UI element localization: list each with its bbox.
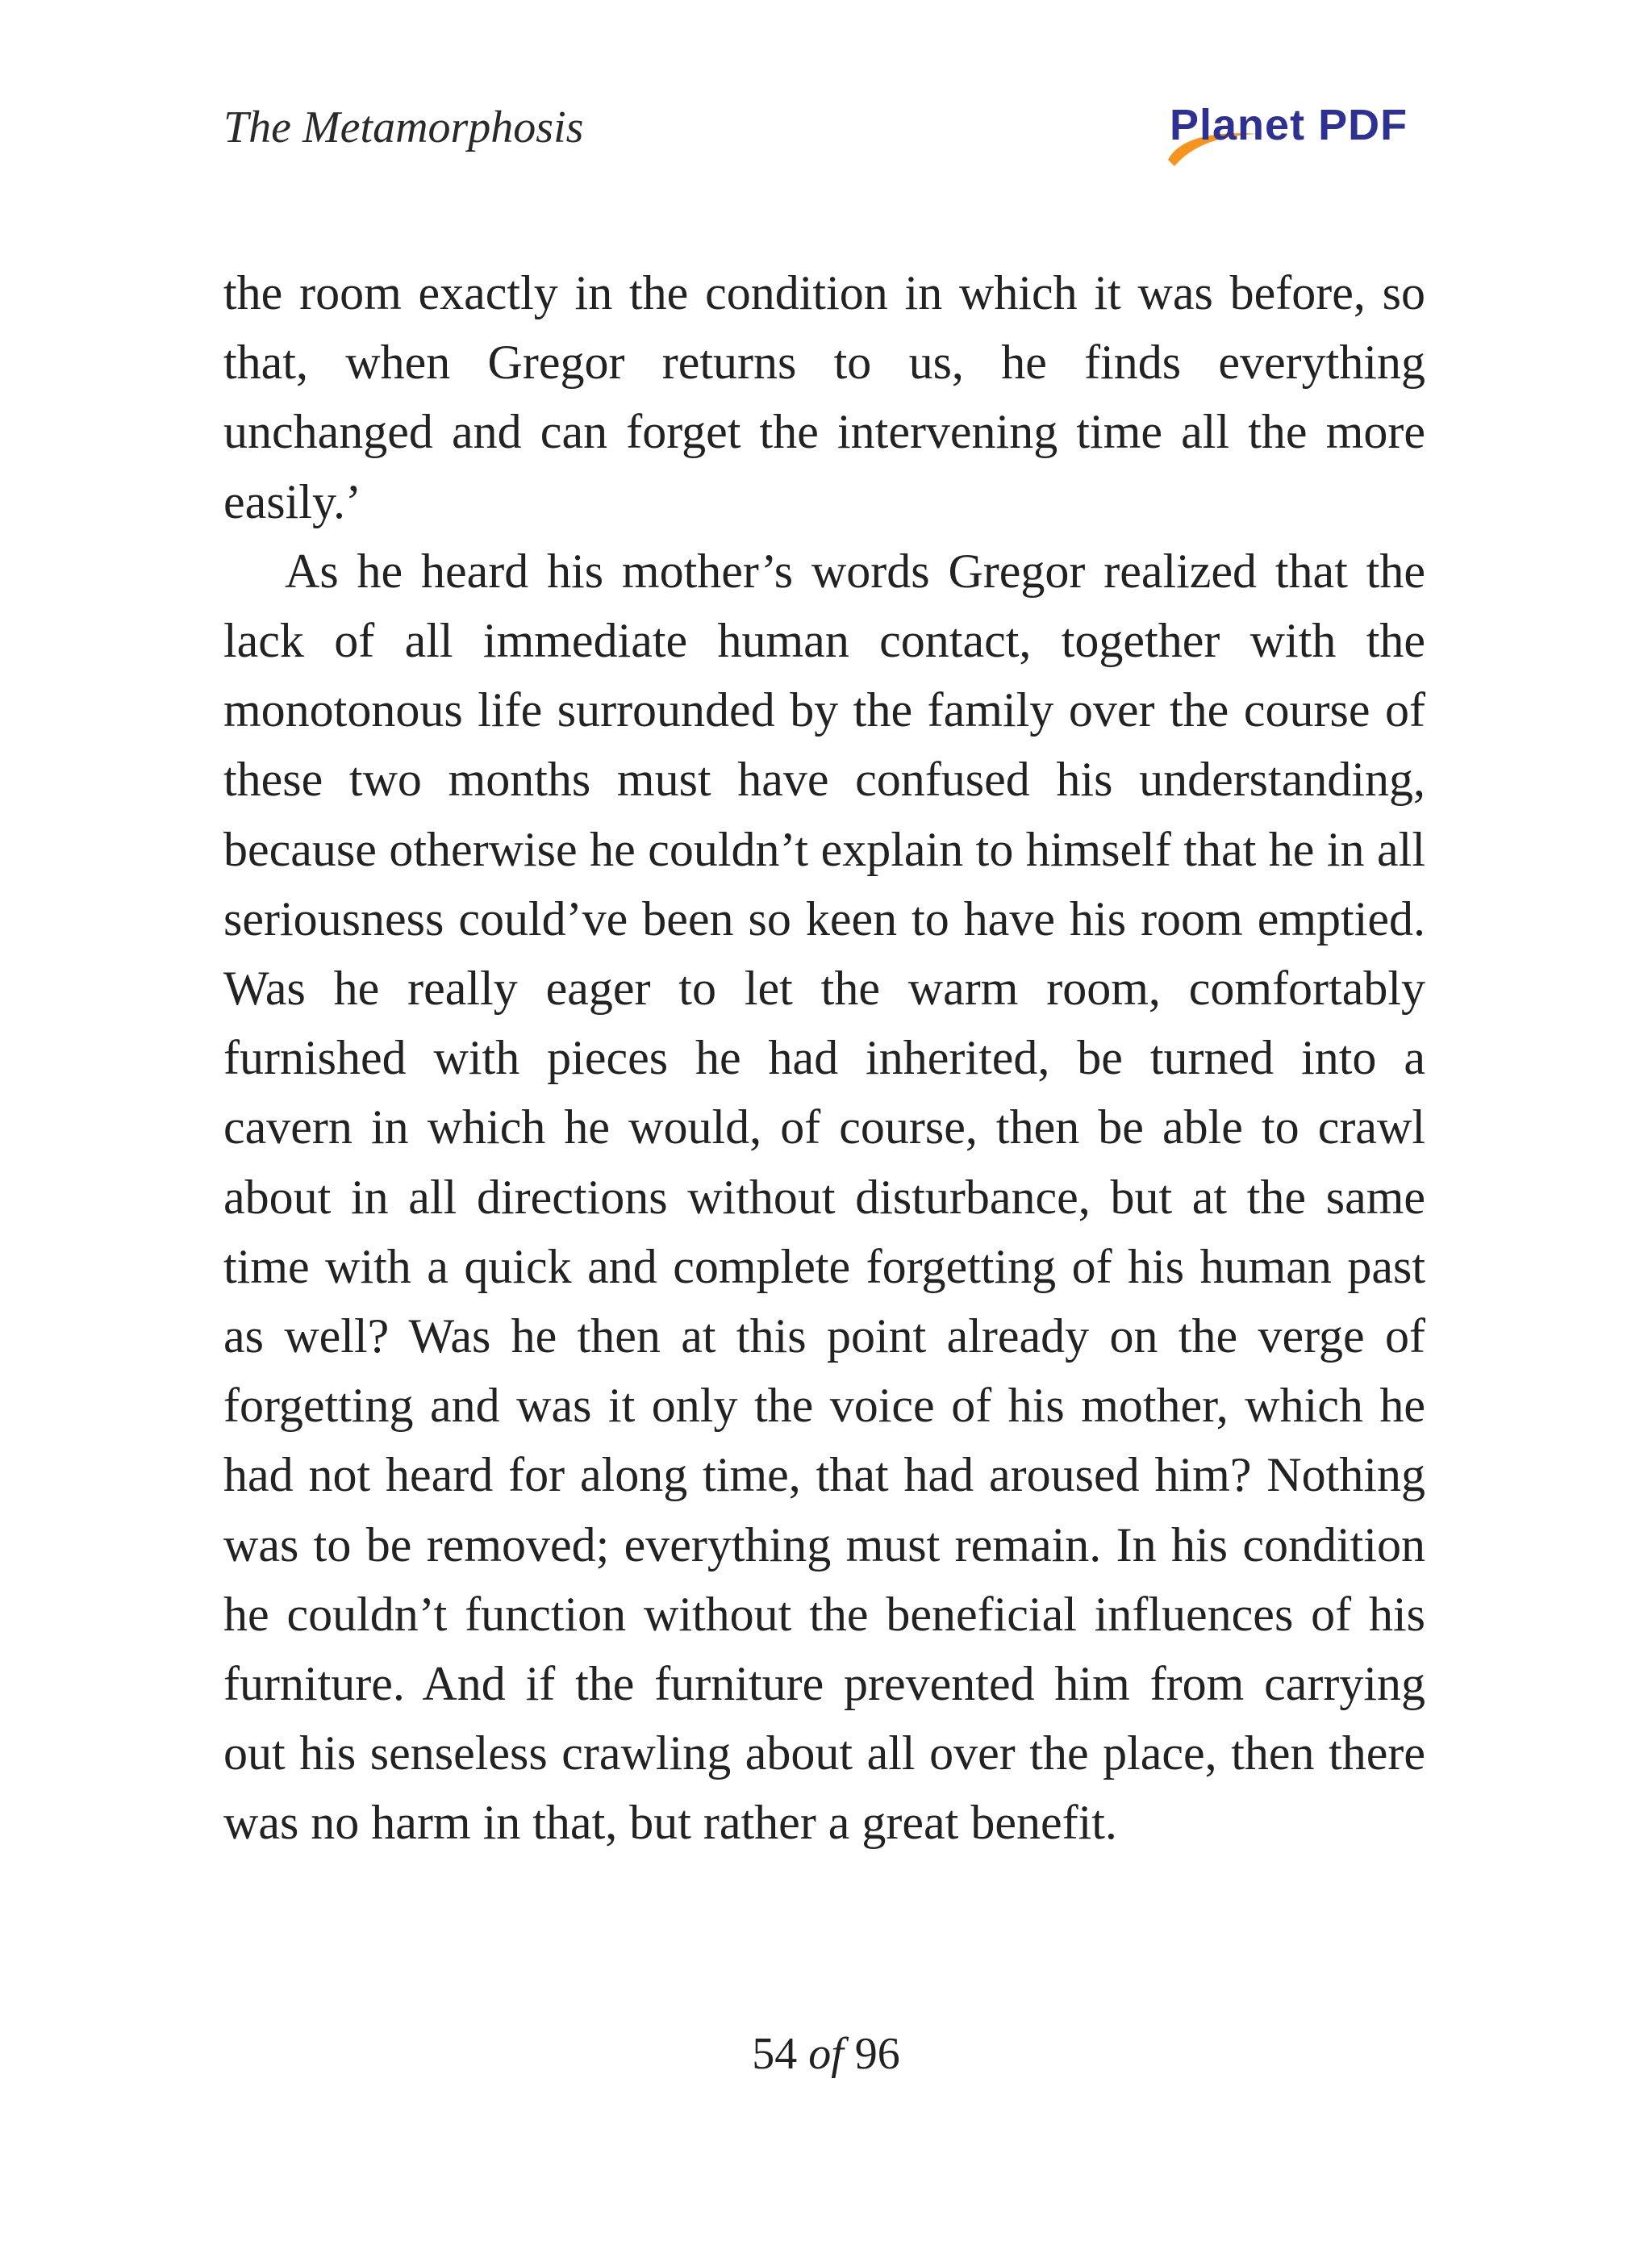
running-header-title: The Metamorphosis	[223, 102, 584, 152]
page-number-footer	[0, 2031, 1652, 2077]
page-of-label: of	[808, 2029, 844, 2079]
current-page-number: 54	[752, 2029, 798, 2079]
logo-wordmark	[1170, 103, 1408, 147]
body-text	[223, 258, 1425, 1858]
logo-word-planet: Planet	[1170, 101, 1306, 149]
planet-pdf-logo	[1170, 103, 1428, 168]
total-pages-number: 96	[854, 2029, 900, 2079]
paragraph-1: the room exactly in the condition in which it was before, so that, when Gregor returns to us, he finds everything unchanged and can forget the intervening time all the more easily.’	[223, 266, 1425, 528]
logo-word-pdf: PDF	[1318, 101, 1408, 149]
paragraph-2: As he heard his mother’s words Gregor realized that the lack of all immediate human contact, together with the monotonous life surrounded by the family over the course of these two months must have confused his understanding, because otherwise he couldn’t explain to himself that he in all seriousness could’ve been so keen to have his room emptied. Was he really eager to let the warm room, comfortably furnished with pieces he had inherited, be turned into a cavern in which he would, of course, then be able to crawl about in all directions without disturbance, but at the same time with a quick and complete forgetting of his human past as well? Was he then at this point already on the verge of forgetting and was it only the voice of his mother, which he had not heard for along time, that had aroused him? Nothing was to be removed; everything must remain. In his condition he couldn’t function without the beneficial influences of his furniture. And if the furniture prevented him from carrying out his senseless crawling about all over the place, then there was no harm in that, but rather a great benefit.	[223, 544, 1425, 1850]
